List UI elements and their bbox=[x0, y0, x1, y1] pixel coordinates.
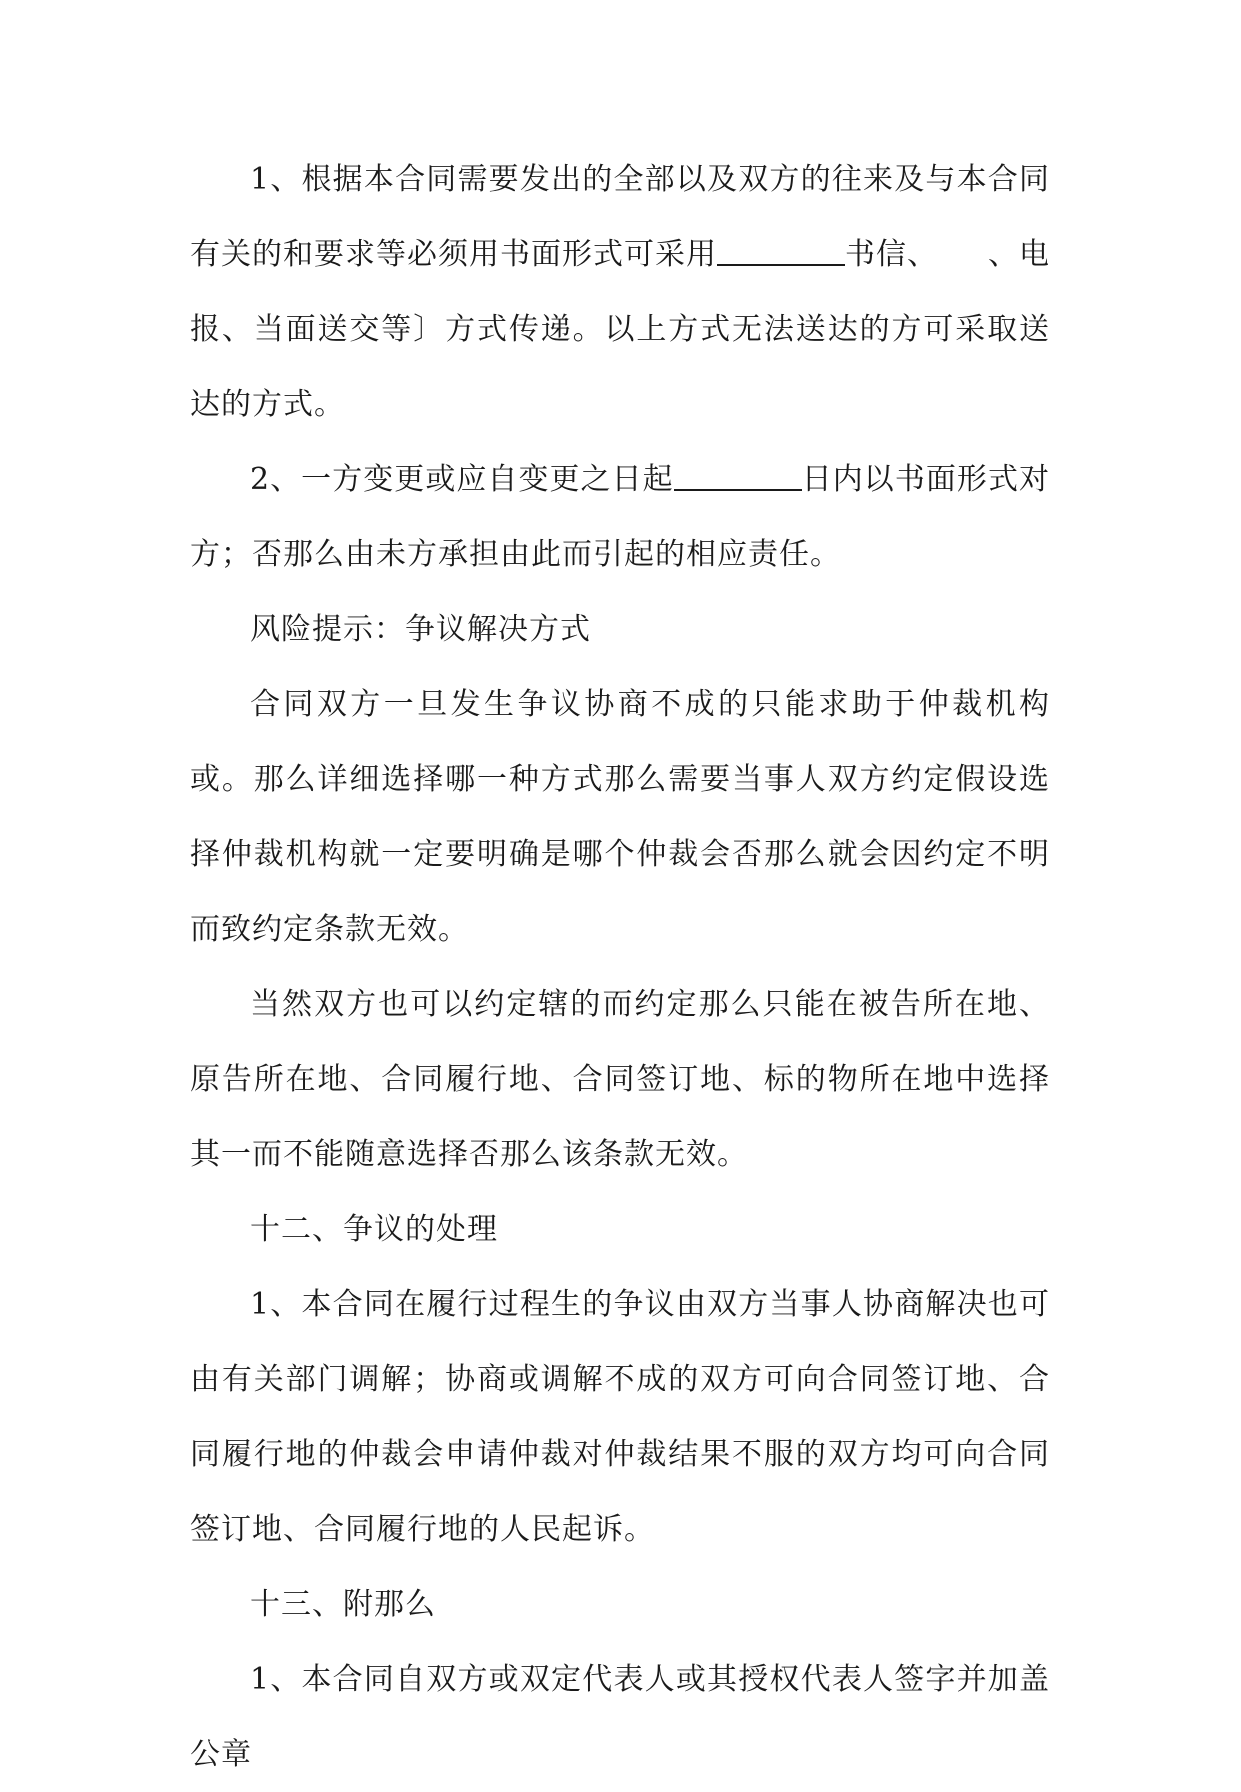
clause-address-change-text-1: 2、一方变更或应自变更之日起 bbox=[250, 462, 674, 497]
clause-notice-text-1: 1、根据本合同需要发出的全部以及双方的往来及与本合同有关的和要求等必须用书面形式可采用 bbox=[190, 162, 1050, 272]
clause-address-change-text-2: 日内以书面形式对方；否那么由未方承担由此而引起的相应责任。 bbox=[190, 462, 1051, 572]
fill-in-blank bbox=[717, 230, 845, 266]
clause-notice-text-3: 、电报、当面送交等〕方式传递。以上方式无法送达的方可采取送达的方式。 bbox=[190, 237, 1050, 422]
clause-address-change bbox=[190, 442, 1050, 592]
section-12-heading: 十二、争议的处理 bbox=[250, 1212, 498, 1247]
document-body bbox=[190, 142, 1050, 1792]
fill-in-blank bbox=[674, 455, 802, 491]
clause-notice-text-2: 书信、 bbox=[845, 237, 938, 272]
risk-paragraph-1: 合同双方一旦发生争议协商不成的只能求助于仲裁机构或。那么详细选择哪一种方式那么需要当事人双方约定假设选择仲裁机构就一定要明确是哪个仲裁会否那么就会因约定不明而致约定条款无效。 bbox=[190, 687, 1050, 947]
clause-notice-method bbox=[190, 142, 1050, 442]
section-13-heading: 十三、附那么 bbox=[250, 1587, 436, 1622]
risk-heading: 风险提示：争议解决方式 bbox=[250, 612, 591, 647]
section-12-clause-1: 1、本合同在履行过程生的争议由双方当事人协商解决也可由有关部门调解；协商或调解不成的双方可向合同签订地、合同履行地的仲裁会申请仲裁对仲裁结果不服的双方均可向合同签订地、合同履行地的人民起诉。 bbox=[190, 1287, 1050, 1547]
risk-paragraph-2: 当然双方也可以约定辖的而约定那么只能在被告所在地、原告所在地、合同履行地、合同签订地、标的物所在地中选择其一而不能随意选择否那么该条款无效。 bbox=[190, 987, 1050, 1172]
section-13-clause-1: 1、本合同自双方或双定代表人或其授权代表人签字并加盖公章 bbox=[190, 1662, 1050, 1772]
